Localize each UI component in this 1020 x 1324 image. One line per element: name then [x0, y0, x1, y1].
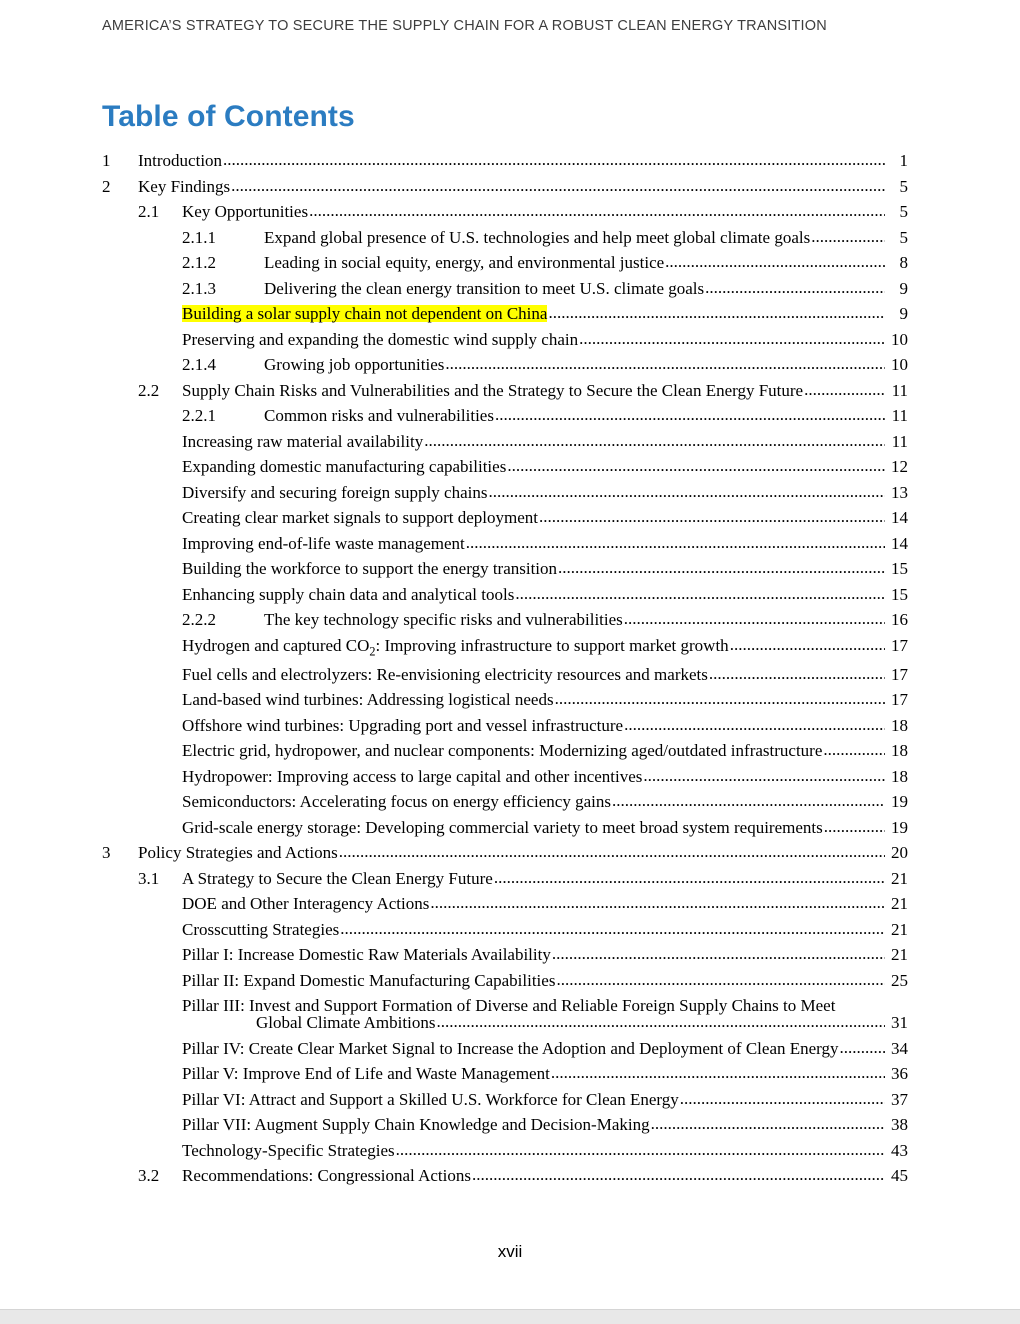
toc-dot-leader [624, 610, 885, 627]
toc-entry[interactable] [102, 611, 908, 628]
toc-entry[interactable] [102, 484, 908, 501]
toc-dot-leader [558, 559, 885, 576]
toc-entry-number: 2.1.2 [182, 253, 216, 272]
toc-entry-label: Enhancing supply chain data and analytical tools [182, 584, 515, 604]
toc-dot-leader [709, 665, 885, 682]
toc-page-number: 17 [891, 690, 908, 710]
toc-dot-leader [548, 304, 885, 321]
toc-entry[interactable] [102, 433, 908, 450]
toc-entry-label: Offshore wind turbines: Upgrading port and vessel infrastructure [182, 715, 624, 735]
toc-entry-label: Expanding domestic manufacturing capabilities [182, 457, 507, 476]
toc-entry[interactable] [102, 203, 908, 220]
toc-page-number: 5 [899, 227, 908, 247]
toc-page-number: 21 [891, 919, 908, 939]
toc-page-number: 43 [891, 1140, 908, 1160]
toc-entry[interactable] [102, 742, 908, 759]
toc-entry[interactable] [102, 870, 908, 887]
toc-page-number: 21 [891, 868, 908, 888]
toc-entry[interactable] [102, 691, 908, 708]
toc-dot-leader [445, 355, 885, 372]
toc-page-number: 45 [891, 1166, 908, 1186]
toc-entry[interactable] [102, 560, 908, 577]
toc-entry-label: Improving end-of-life waste management [182, 533, 465, 553]
toc-entry[interactable] [102, 458, 908, 475]
toc-dot-leader [804, 381, 885, 398]
toc-page-number: 38 [891, 1115, 908, 1135]
toc-entry[interactable] [102, 1167, 908, 1184]
toc-entry[interactable] [102, 1142, 908, 1159]
toc-dot-leader [579, 330, 885, 347]
toc-dot-leader [472, 1166, 885, 1183]
toc-dot-leader [340, 920, 885, 937]
toc-page-number: 36 [891, 1064, 908, 1084]
toc-entry-label: Pillar III: Invest and Support Formation of Diverse and Reliable Foreign Supply Chains to Meet [182, 996, 836, 1016]
toc-entry-label: Expand global presence of U.S. technologies and help meet global climate goals [264, 227, 811, 247]
toc-dot-leader [556, 971, 885, 988]
toc-entry-label: Crosscutting Strategies [182, 919, 340, 939]
toc-dot-leader [396, 1141, 885, 1158]
toc-dot-leader [515, 585, 885, 602]
toc-dot-leader [539, 508, 885, 525]
toc-page-number: 37 [891, 1089, 908, 1109]
toc-page-number: 12 [891, 457, 908, 476]
toc-dot-leader [309, 202, 885, 219]
toc-page-number: 25 [891, 970, 908, 990]
toc-entry-number: 3.2 [138, 1166, 160, 1186]
toc-entry[interactable] [102, 407, 908, 424]
toc-entry-label: Key Opportunities [182, 202, 309, 221]
toc-page-number: 20 [891, 843, 908, 863]
toc-entry[interactable] [102, 178, 908, 195]
toc-entry-label: Common risks and vulnerabilities [264, 406, 494, 425]
toc-entry-label: Pillar I: Increase Domestic Raw Materials Availability [182, 945, 551, 965]
toc-entry-number: 1 [102, 151, 111, 170]
toc-dot-leader [495, 406, 885, 423]
toc-entry[interactable] [102, 509, 908, 526]
toc-entry-label: Creating clear market signals to support deployment [182, 508, 538, 527]
table-of-contents [102, 152, 908, 1193]
toc-entry-label: Pillar VII: Augment Supply Chain Knowledge and Decision-Making [182, 1115, 650, 1135]
toc-entry-number: 2.1 [138, 202, 160, 221]
toc-entry-label: Leading in social equity, energy, and environmental justice [264, 253, 665, 272]
page-number: xvii [497, 1242, 523, 1261]
toc-entry-label: DOE and Other Interagency Actions [182, 894, 430, 914]
toc-entry-label: Increasing raw material availability [182, 431, 424, 451]
toc-entry-label: Building the workforce to support the energy transition [182, 559, 558, 578]
toc-dot-leader [507, 457, 885, 474]
toc-entry-label: A Strategy to Secure the Clean Energy Future [182, 868, 493, 888]
toc-entry[interactable] [102, 254, 908, 271]
toc-page-number: 18 [891, 741, 908, 761]
toc-page-number: 9 [899, 304, 908, 323]
toc-entry-label: Growing job opportunities [264, 355, 445, 374]
toc-dot-leader [466, 534, 885, 551]
toc-page-number: 19 [891, 792, 908, 812]
toc-entry-label: Semiconductors: Accelerating focus on energy efficiency gains [182, 792, 611, 812]
toc-dot-leader [436, 1013, 885, 1030]
toc-dot-leader [552, 945, 885, 962]
toc-page-number: 8 [899, 253, 908, 272]
toc-entry-number: 2.2.2 [182, 610, 216, 629]
toc-page-number: 31 [891, 1013, 908, 1033]
toc-entry[interactable] [102, 819, 908, 836]
toc-entry-label: Introduction [138, 151, 223, 170]
toc-entry-label: Policy Strategies and Actions [138, 843, 338, 863]
toc-entry[interactable] [102, 331, 908, 348]
toc-entry[interactable] [102, 305, 908, 322]
toc-page-number: 14 [891, 533, 908, 553]
toc-entry-label: Preserving and expanding the domestic wind supply chain [182, 329, 579, 349]
toc-entry[interactable] [102, 844, 908, 861]
toc-page-number: 14 [891, 508, 908, 527]
toc-entry-number: 2.2 [138, 380, 160, 400]
toc-dot-leader [680, 1090, 885, 1107]
toc-page-number: 10 [891, 329, 908, 349]
bottom-bar [0, 1309, 1020, 1324]
toc-dot-leader [488, 483, 885, 500]
toc-page-number: 17 [891, 664, 908, 684]
toc-entry[interactable] [102, 895, 908, 912]
toc-dot-leader [705, 279, 885, 296]
toc-entry-number: 2.1.3 [182, 278, 216, 298]
toc-page-number: 11 [891, 380, 908, 400]
toc-page-number: 5 [899, 202, 908, 221]
toc-entry-label: Building a solar supply chain not dependent on China [182, 304, 548, 323]
toc-dot-leader [643, 767, 885, 784]
toc-entry-label: Technology-Specific Strategies [182, 1140, 395, 1160]
running-header: AMERICA’S STRATEGY TO SECURE THE SUPPLY CHAIN FOR A ROBUST CLEAN ENERGY TRANSITION [102, 18, 827, 34]
toc-dot-leader [555, 690, 885, 707]
toc-dot-leader [840, 1039, 885, 1056]
toc-entry[interactable] [102, 666, 908, 683]
toc-page-number: 17 [891, 635, 908, 655]
toc-entry-label: Hydropower: Improving access to large capital and other incentives [182, 766, 643, 786]
toc-entry-label: Pillar IV: Create Clear Market Signal to Increase the Adoption and Deployment of Clean Energy [182, 1038, 839, 1058]
toc-entry-number: 3.1 [138, 868, 160, 888]
toc-entry-label: Pillar II: Expand Domestic Manufacturing Capabilities [182, 970, 556, 990]
toc-entry-label: Recommendations: Congressional Actions [182, 1166, 471, 1186]
toc-entry-label: Hydrogen and captured $CO_2$: Improving infrastructure to support market growth [182, 635, 729, 658]
toc-entry[interactable] [102, 1116, 908, 1133]
toc-entry[interactable] [102, 717, 908, 734]
toc-entry[interactable] [102, 152, 908, 169]
toc-entry-label: Pillar VI: Attract and Support a Skilled U.S. Workforce for Clean Energy [182, 1089, 679, 1109]
page-title: Table of Contents [102, 100, 355, 133]
toc-entry[interactable] [102, 1091, 908, 1108]
toc-dot-leader [824, 818, 885, 835]
toc-entry-label: Land-based wind turbines: Addressing logistical needs [182, 690, 554, 710]
toc-page-number: 15 [891, 584, 908, 604]
toc-entry-number: 2.2.1 [182, 406, 216, 425]
toc-entry[interactable] [102, 229, 908, 246]
toc-page-number: 13 [891, 482, 908, 502]
toc-page-number: 5 [899, 176, 908, 196]
toc-dot-leader [339, 843, 885, 860]
toc-page-number: 21 [891, 894, 908, 914]
toc-entry[interactable] [102, 280, 908, 297]
toc-entry-number: 2 [102, 176, 111, 196]
toc-page-number: 18 [891, 766, 908, 786]
toc-entry[interactable] [102, 535, 908, 552]
toc-dot-leader [223, 151, 885, 168]
toc-dot-leader [430, 894, 885, 911]
toc-page-number: 21 [891, 945, 908, 965]
toc-dot-leader [823, 741, 885, 758]
toc-entry-label: Supply Chain Risks and Vulnerabilities and the Strategy to Secure the Clean Energy Future [182, 380, 804, 400]
toc-page-number: 34 [891, 1038, 908, 1058]
toc-entry[interactable] [102, 768, 908, 785]
toc-entry[interactable] [102, 793, 908, 810]
toc-dot-leader [424, 432, 885, 449]
toc-dot-leader [665, 253, 885, 270]
toc-entry[interactable] [102, 972, 908, 989]
toc-page-number: 16 [891, 610, 908, 629]
toc-entry[interactable] [102, 637, 908, 658]
toc-entry[interactable] [102, 1065, 908, 1082]
toc-dot-leader [551, 1064, 885, 1081]
toc-page-number: 10 [891, 355, 908, 374]
toc-entry-label: The key technology specific risks and vulnerabilities [264, 610, 623, 629]
toc-page-number: 11 [891, 406, 908, 425]
toc-entry-label-cont: Global Climate Ambitions [256, 1013, 436, 1033]
toc-dot-leader [651, 1115, 885, 1132]
toc-dot-leader [231, 177, 885, 194]
toc-dot-leader [730, 636, 885, 653]
toc-entry-label: Electric grid, hydropower, and nuclear components: Modernizing aged/outdated infrastructure [182, 741, 823, 761]
toc-entry[interactable] [102, 1040, 908, 1057]
toc-entry-label: Pillar V: Improve End of Life and Waste Management [182, 1064, 550, 1084]
toc-dot-leader [612, 792, 885, 809]
toc-entry[interactable] [102, 921, 908, 938]
toc-page-number: 15 [891, 559, 908, 578]
toc-entry-number: 2.1.4 [182, 355, 216, 374]
toc-entry-label: Delivering the clean energy transition to meet U.S. climate goals [264, 278, 705, 298]
toc-page-number: 11 [891, 431, 908, 451]
toc-dot-leader [811, 228, 885, 245]
toc-entry[interactable] [102, 997, 908, 1031]
toc-entry-number: 2.1.1 [182, 227, 216, 247]
toc-dot-leader [494, 869, 885, 886]
toc-page-number: 9 [899, 278, 908, 298]
toc-entry[interactable] [102, 382, 908, 399]
toc-entry-label: Diversify and securing foreign supply chains [182, 482, 488, 502]
toc-page-number: 1 [899, 151, 908, 170]
toc-page-number: 18 [891, 715, 908, 735]
toc-entry[interactable] [102, 946, 908, 963]
toc-entry[interactable] [102, 586, 908, 603]
toc-entry[interactable] [102, 356, 908, 373]
toc-entry-label: Fuel cells and electrolyzers: Re-envisioning electricity resources and markets [182, 664, 708, 684]
toc-page-number: 19 [891, 817, 908, 837]
toc-entry-label: Key Findings [138, 176, 231, 196]
toc-dot-leader [624, 716, 885, 733]
toc-entry-number: 3 [102, 843, 111, 863]
toc-entry-label: Grid-scale energy storage: Developing commercial variety to meet broad system requirements [182, 817, 823, 837]
